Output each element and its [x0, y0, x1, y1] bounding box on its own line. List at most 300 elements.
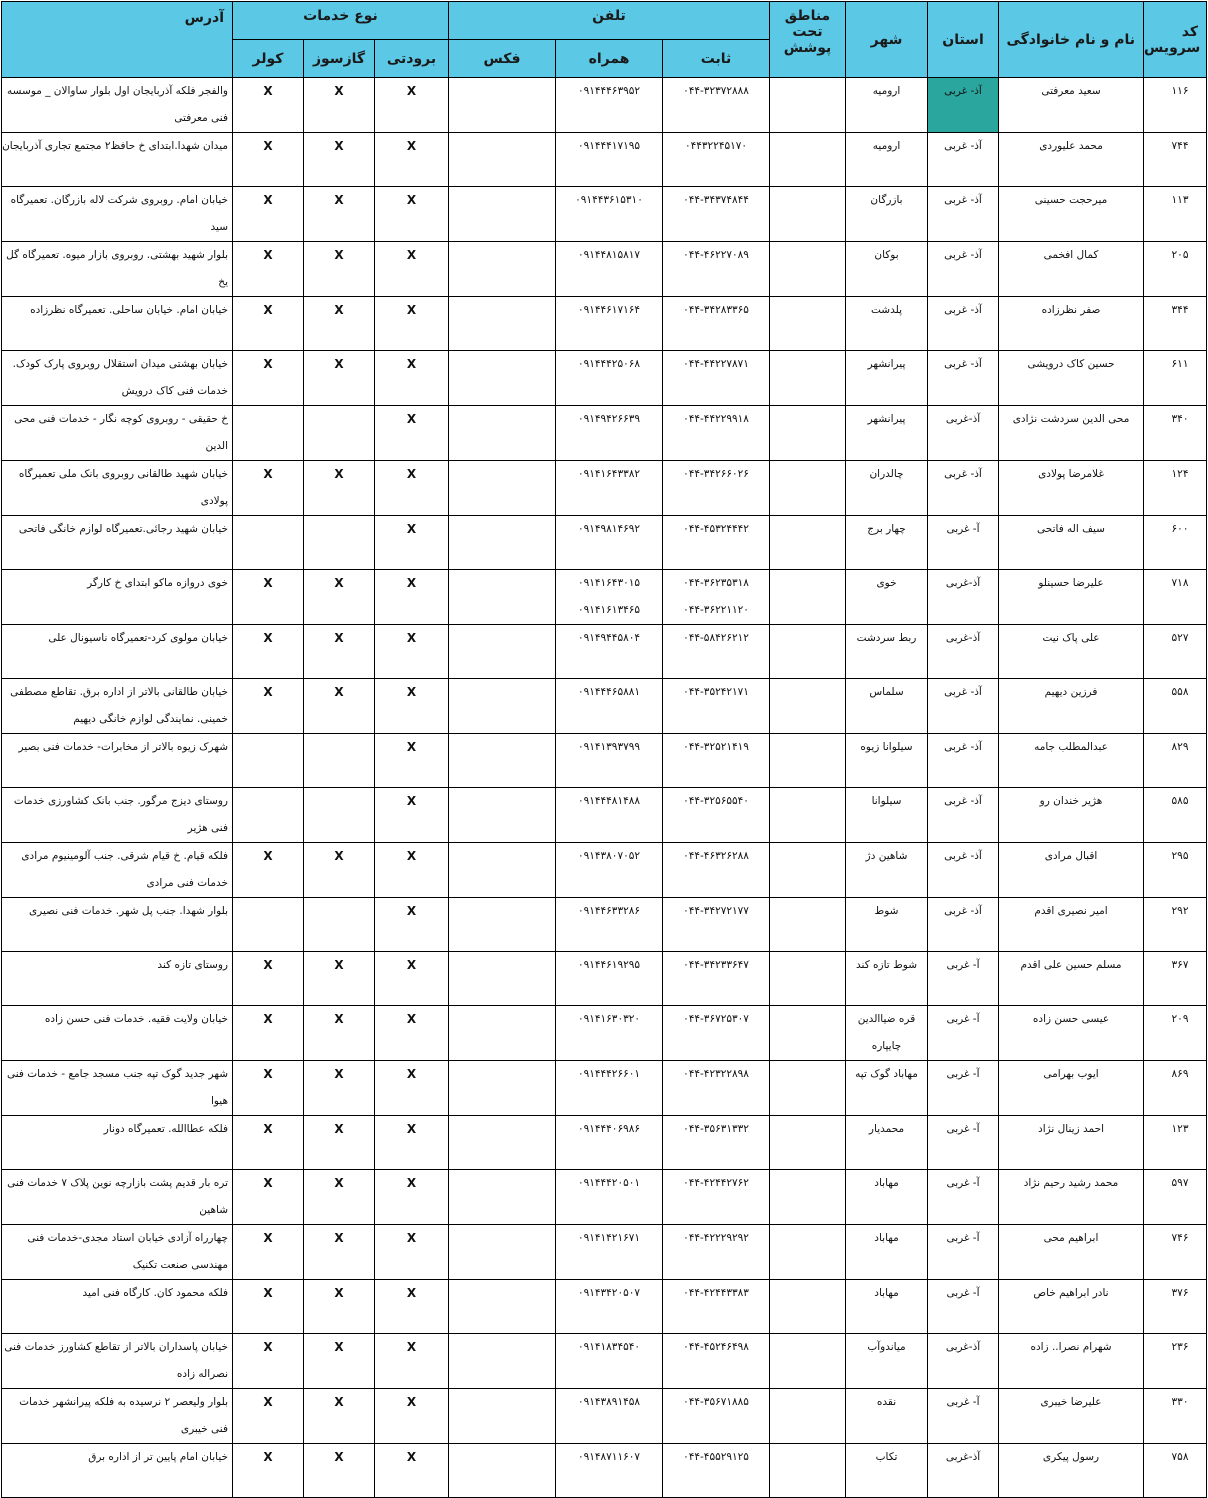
cell-address: خیابان امام پایین تر از اداره برق [2, 1444, 233, 1498]
cell-cooler: X [233, 952, 304, 1006]
cell-cooler: X [233, 1389, 304, 1444]
table-row [2, 1116, 1207, 1170]
cell-mobile: ۰۹۱۴۸۷۱۱۶۰۷ [556, 1444, 663, 1498]
cell-name: علی پاک نیت [999, 625, 1144, 679]
header-coverage: مناطق تحت پوشش [770, 2, 846, 78]
cell-city: شوط تازه کند [846, 952, 928, 1006]
cell-address: بلوار شهید بهشتی. روبروی بازار میوه. تعمیرگاه گل یخ [2, 242, 233, 297]
cell-province: آذ- غربی [928, 679, 999, 734]
cell-address: بلوار شهدا. جنب پل شهر. خدمات فنی نصیری [2, 898, 233, 952]
cell-landline: ۰۴۴۳۲۲۴۵۱۷۰ [663, 133, 770, 187]
header-mobile: همراه [556, 40, 663, 78]
cell-landline: ۰۴۴-۳۶۷۲۵۳۰۷ [663, 1006, 770, 1061]
table-row [2, 1225, 1207, 1280]
cell-heater [304, 788, 375, 843]
cell-landline: ۰۴۴-۳۶۲۳۵۳۱۸ ۰۴۴-۳۶۲۲۱۱۲۰ [663, 570, 770, 625]
cell-city: سیلوانا [846, 788, 928, 843]
cell-address: خوی دروازه ماکو ابتدای خ کارگر [2, 570, 233, 625]
cell-city: سلماس [846, 679, 928, 734]
cell-cooler: X [233, 1116, 304, 1170]
cell-cooler: X [233, 1334, 304, 1389]
cell-address: خیابان مولوی کرد-تعمیرگاه ناسیونال علی [2, 625, 233, 679]
cell-province: آذ- غربی [928, 734, 999, 788]
cell-city: پلدشت [846, 297, 928, 351]
cell-cooler: X [233, 133, 304, 187]
cell-name: کمال افخمی [999, 242, 1144, 297]
table-row [2, 516, 1207, 570]
cell-address: شهر جدید گوک تپه جنب مسجد جامع - خدمات فنی هیوا [2, 1061, 233, 1116]
cell-address: روستای تازه کند [2, 952, 233, 1006]
cell-heater: X [304, 679, 375, 734]
table-row [2, 1170, 1207, 1225]
cell-address: خیابان امام. خیابان ساحلی. تعمیرگاه نظرزاده [2, 297, 233, 351]
cell-fax [449, 625, 556, 679]
cell-mobile: ۰۹۱۴۴۸۱۵۸۱۷ [556, 242, 663, 297]
cell-city: مهاباد گوک تپه [846, 1061, 928, 1116]
cell-mobile: ۰۹۱۴۳۸۰۷۰۵۲ [556, 843, 663, 898]
cell-coverage [770, 78, 846, 133]
cell-province: آ- غربی [928, 1006, 999, 1061]
cell-city: چهار برج [846, 516, 928, 570]
table-row [2, 788, 1207, 843]
table-row [2, 133, 1207, 187]
table-row [2, 843, 1207, 898]
cell-mobile: ۰۹۱۴۱۶۳۰۳۲۰ [556, 1006, 663, 1061]
cell-fridge: X [375, 570, 449, 625]
cell-fridge: X [375, 242, 449, 297]
cell-address: خیابان بهشتی میدان استقلال روبروی پارک کودک. خدمات فنی کاک درویش [2, 351, 233, 406]
cell-code: ۱۱۳ [1144, 187, 1207, 242]
cell-cooler: X [233, 242, 304, 297]
cell-landline: ۰۴۴-۵۸۴۲۶۲۱۲ [663, 625, 770, 679]
cell-city: ربط سردشت [846, 625, 928, 679]
cell-mobile: ۰۹۱۴۴۴۶۳۹۵۲ [556, 78, 663, 133]
cell-mobile: ۰۹۱۴۴۳۶۱۵۳۱۰ [556, 187, 663, 242]
cell-coverage [770, 242, 846, 297]
cell-name: حسین کاک درویشی [999, 351, 1144, 406]
cell-coverage [770, 1280, 846, 1334]
cell-coverage [770, 1170, 846, 1225]
cell-landline: ۰۴۴-۴۶۳۲۶۲۸۸ [663, 843, 770, 898]
cell-city: تکاب [846, 1444, 928, 1498]
cell-address: خیابان شهید رجائی.تعمیرگاه لوازم خانگی فاتحی [2, 516, 233, 570]
cell-coverage [770, 351, 846, 406]
cell-cooler [233, 898, 304, 952]
cell-city: شوط [846, 898, 928, 952]
cell-coverage [770, 406, 846, 461]
cell-name: امیر نصیری اقدم [999, 898, 1144, 952]
cell-coverage [770, 625, 846, 679]
cell-province: آذ- غربی [928, 242, 999, 297]
header-phone: تلفن [449, 2, 770, 40]
cell-fax [449, 78, 556, 133]
cell-fax [449, 1006, 556, 1061]
cell-code: ۷۵۸ [1144, 1444, 1207, 1498]
cell-address: چهارراه آزادی خیابان استاد مجدی-خدمات فنی مهندسی صنعت تکنیک [2, 1225, 233, 1280]
cell-landline: ۰۴۴-۳۵۶۳۱۳۳۲ [663, 1116, 770, 1170]
cell-province: آذ- غربی [928, 843, 999, 898]
cell-fridge: X [375, 1061, 449, 1116]
table-row [2, 1280, 1207, 1334]
cell-fridge: X [375, 788, 449, 843]
cell-code: ۳۴۰ [1144, 406, 1207, 461]
cell-coverage [770, 1389, 846, 1444]
table-row [2, 1444, 1207, 1498]
cell-coverage [770, 734, 846, 788]
cell-city: مهاباد [846, 1170, 928, 1225]
header-fridge: برودتی [375, 40, 449, 78]
cell-landline: ۰۴۴-۳۴۳۷۴۸۴۴ [663, 187, 770, 242]
header-landline: ثابت [663, 40, 770, 78]
cell-address: بلوار ولیعصر ۲ نرسیده به فلکه پیرانشهر خدمات فنی خیبری [2, 1389, 233, 1444]
cell-name: غلامرضا پولادی [999, 461, 1144, 516]
cell-cooler: X [233, 461, 304, 516]
cell-heater: X [304, 1061, 375, 1116]
cell-address: خیابان طالقانی بالاتر از اداره برق. تقاطع مصطفی خمینی. نمایندگی لوازم خانگی دیهیم [2, 679, 233, 734]
cell-heater: X [304, 133, 375, 187]
cell-landline: ۰۴۴-۳۴۲۷۲۱۷۷ [663, 898, 770, 952]
cell-name: علیرضا حسینلو [999, 570, 1144, 625]
cell-city: محمدیار [846, 1116, 928, 1170]
cell-name: میرحجت حسینی [999, 187, 1144, 242]
cell-province: آذ- غربی [928, 187, 999, 242]
cell-address: روستای دیزج مرگور. جنب بانک کشاورزی خدمات فنی هژیر [2, 788, 233, 843]
cell-fridge: X [375, 461, 449, 516]
cell-fax [449, 843, 556, 898]
table-header [2, 2, 1207, 78]
cell-city: بازرگان [846, 187, 928, 242]
cell-code: ۱۲۴ [1144, 461, 1207, 516]
cell-fax [449, 1389, 556, 1444]
cell-coverage [770, 952, 846, 1006]
cell-fax [449, 516, 556, 570]
cell-heater: X [304, 570, 375, 625]
cell-code: ۱۲۳ [1144, 1116, 1207, 1170]
table-row [2, 1334, 1207, 1389]
header-services: نوع خدمات [233, 2, 449, 40]
cell-coverage [770, 1006, 846, 1061]
cell-code: ۵۲۷ [1144, 625, 1207, 679]
cell-province: آذ-غربی [928, 625, 999, 679]
cell-fridge: X [375, 351, 449, 406]
cell-name: عبدالمطلب جامه [999, 734, 1144, 788]
cell-fridge: X [375, 1116, 449, 1170]
header-code: کد سرویس [1144, 2, 1207, 78]
cell-city: پیرانشهر [846, 351, 928, 406]
cell-province: آذ- غربی [928, 898, 999, 952]
cell-coverage [770, 1061, 846, 1116]
cell-name: صفر نظرزاده [999, 297, 1144, 351]
cell-cooler: X [233, 570, 304, 625]
cell-landline: ۰۴۴-۴۲۴۴۳۳۸۳ [663, 1280, 770, 1334]
cell-fax [449, 133, 556, 187]
cell-landline: ۰۴۴-۴۵۳۲۴۴۴۲ [663, 516, 770, 570]
cell-coverage [770, 133, 846, 187]
cell-name: شهرام نصرا.. زاده [999, 1334, 1144, 1389]
cell-fridge: X [375, 1225, 449, 1280]
cell-fridge: X [375, 297, 449, 351]
cell-fax [449, 187, 556, 242]
cell-cooler: X [233, 187, 304, 242]
cell-fax [449, 570, 556, 625]
cell-fax [449, 297, 556, 351]
cell-landline: ۰۴۴-۳۲۳۷۲۸۸۸ [663, 78, 770, 133]
cell-province: آ- غربی [928, 516, 999, 570]
cell-heater: X [304, 843, 375, 898]
cell-mobile: ۰۹۱۴۴۶۳۳۲۸۶ [556, 898, 663, 952]
cell-fax [449, 1444, 556, 1498]
cell-mobile: ۰۹۱۴۴۴۲۶۶۰۱ [556, 1061, 663, 1116]
cell-code: ۳۳۰ [1144, 1389, 1207, 1444]
cell-province: آ- غربی [928, 1225, 999, 1280]
table-body [2, 78, 1207, 1498]
cell-province: آذ-غربی [928, 570, 999, 625]
cell-fax [449, 679, 556, 734]
cell-landline: ۰۴۴-۳۴۲۶۶۰۲۶ [663, 461, 770, 516]
cell-cooler: X [233, 351, 304, 406]
cell-province: آذ- غربی [928, 788, 999, 843]
cell-mobile: ۰۹۱۴۴۴۱۷۱۹۵ [556, 133, 663, 187]
cell-fax [449, 351, 556, 406]
cell-code: ۱۱۶ [1144, 78, 1207, 133]
cell-province: آ- غربی [928, 1280, 999, 1334]
table-row [2, 679, 1207, 734]
cell-heater [304, 734, 375, 788]
cell-name: رسول پیکری [999, 1444, 1144, 1498]
cell-mobile: ۰۹۱۴۴۶۱۷۱۶۴ [556, 297, 663, 351]
cell-cooler [233, 406, 304, 461]
cell-heater: X [304, 625, 375, 679]
cell-cooler: X [233, 1444, 304, 1498]
table-row [2, 898, 1207, 952]
cell-mobile: ۰۹۱۴۴۴۶۵۸۸۱ [556, 679, 663, 734]
cell-province: آذ-غربی [928, 1334, 999, 1389]
header-city: شهر [846, 2, 928, 78]
table-row [2, 952, 1207, 1006]
cell-address: تره بار قدیم پشت بازارچه نوین پلاک ۷ خدمات فنی شاهین [2, 1170, 233, 1225]
cell-fridge: X [375, 734, 449, 788]
cell-mobile: ۰۹۱۴۴۶۱۹۲۹۵ [556, 952, 663, 1006]
cell-province: آذ- غربی [928, 461, 999, 516]
cell-mobile: ۰۹۱۴۹۸۱۴۶۹۲ [556, 516, 663, 570]
cell-name: ایوب بهرامی [999, 1061, 1144, 1116]
cell-name: محمد علیوردی [999, 133, 1144, 187]
cell-city: مهاباد [846, 1280, 928, 1334]
table-row [2, 625, 1207, 679]
cell-city: ارومیه [846, 78, 928, 133]
cell-cooler: X [233, 1280, 304, 1334]
cell-fax [449, 1334, 556, 1389]
cell-fridge: X [375, 133, 449, 187]
cell-landline: ۰۴۴-۳۲۵۶۵۵۴۰ [663, 788, 770, 843]
cell-mobile: ۰۹۱۴۱۴۲۱۶۷۱ [556, 1225, 663, 1280]
cell-fax [449, 952, 556, 1006]
cell-heater: X [304, 1170, 375, 1225]
cell-landline: ۰۴۴-۴۵۵۲۹۱۲۵ [663, 1444, 770, 1498]
cell-landline: ۰۴۴-۳۲۵۲۱۴۱۹ [663, 734, 770, 788]
cell-landline: ۰۴۴-۳۴۲۸۳۳۶۵ [663, 297, 770, 351]
table-row [2, 461, 1207, 516]
cell-code: ۳۶۷ [1144, 952, 1207, 1006]
cell-cooler: X [233, 1170, 304, 1225]
cell-heater: X [304, 1225, 375, 1280]
cell-name: سعید معرفتی [999, 78, 1144, 133]
cell-coverage [770, 461, 846, 516]
cell-province: آذ- غربی [928, 297, 999, 351]
cell-heater [304, 406, 375, 461]
table-row [2, 406, 1207, 461]
cell-code: ۲۳۶ [1144, 1334, 1207, 1389]
cell-province: آ- غربی [928, 1061, 999, 1116]
cell-cooler: X [233, 625, 304, 679]
cell-coverage [770, 898, 846, 952]
cell-code: ۶۰۰ [1144, 516, 1207, 570]
cell-fax [449, 898, 556, 952]
cell-fax [449, 1225, 556, 1280]
cell-address: خیابان ولایت فقیه. خدمات فنی حسن زاده [2, 1006, 233, 1061]
cell-heater: X [304, 1006, 375, 1061]
cell-fridge: X [375, 1444, 449, 1498]
table-row [2, 297, 1207, 351]
cell-fridge: X [375, 78, 449, 133]
cell-name: ابراهیم محی [999, 1225, 1144, 1280]
cell-fridge: X [375, 516, 449, 570]
cell-mobile: ۰۹۱۴۹۴۲۶۶۳۹ [556, 406, 663, 461]
cell-heater [304, 516, 375, 570]
cell-province: آ- غربی [928, 1116, 999, 1170]
cell-address: فلکه محمود کان. کارگاه فنی امید [2, 1280, 233, 1334]
cell-landline: ۰۴۴-۴۶۲۲۷۰۸۹ [663, 242, 770, 297]
cell-code: ۷۴۴ [1144, 133, 1207, 187]
cell-city: نقده [846, 1389, 928, 1444]
cell-cooler: X [233, 78, 304, 133]
cell-code: ۶۱۱ [1144, 351, 1207, 406]
table-row [2, 242, 1207, 297]
table-row [2, 1006, 1207, 1061]
cell-name: سیف اله فاتحی [999, 516, 1144, 570]
header-fax: فکس [449, 40, 556, 78]
cell-city: چالدران [846, 461, 928, 516]
header-heater: گازسوز [304, 40, 375, 78]
cell-name: علیرضا خیبری [999, 1389, 1144, 1444]
cell-landline: ۰۴۴-۴۴۲۲۷۸۷۱ [663, 351, 770, 406]
cell-address: والفجر فلکه آذربایجان اول بلوار ساوالان _ موسسه فنی معرفتی [2, 78, 233, 133]
cell-fax [449, 242, 556, 297]
cell-fridge: X [375, 1389, 449, 1444]
cell-heater: X [304, 297, 375, 351]
cell-landline: ۰۴۴-۴۴۲۲۹۹۱۸ [663, 406, 770, 461]
cell-cooler [233, 516, 304, 570]
cell-fridge: X [375, 625, 449, 679]
cell-city: سیلوانا زیوه [846, 734, 928, 788]
cell-city: قره ضیاالدین چایپاره [846, 1006, 928, 1061]
cell-fridge: X [375, 952, 449, 1006]
cell-code: ۲۰۹ [1144, 1006, 1207, 1061]
cell-fax [449, 406, 556, 461]
cell-name: محی الدین سردشت نژادی [999, 406, 1144, 461]
cell-address: میدان شهدا.ابتدای خ حافظ۲ مجتمع تجاری آذربایجان [2, 133, 233, 187]
cell-mobile: ۰۹۱۴۳۸۹۱۴۵۸ [556, 1389, 663, 1444]
cell-code: ۲۰۵ [1144, 242, 1207, 297]
cell-landline: ۰۴۴-۴۲۳۲۲۸۹۸ [663, 1061, 770, 1116]
cell-address: خیابان امام. روبروی شرکت لاله بازرگان. تعمیرگاه سید [2, 187, 233, 242]
cell-mobile: ۰۹۱۴۱۸۳۴۵۴۰ [556, 1334, 663, 1389]
cell-coverage [770, 1334, 846, 1389]
cell-fax [449, 788, 556, 843]
cell-coverage [770, 297, 846, 351]
header-province: استان [928, 2, 999, 78]
table-row [2, 78, 1207, 133]
cell-province: آذ-غربی [928, 1444, 999, 1498]
cell-coverage [770, 1116, 846, 1170]
cell-coverage [770, 788, 846, 843]
cell-cooler: X [233, 843, 304, 898]
cell-mobile: ۰۹۱۴۴۴۲۵۰۶۸ [556, 351, 663, 406]
cell-coverage [770, 516, 846, 570]
cell-city: بوکان [846, 242, 928, 297]
cell-mobile: ۰۹۱۴۳۴۲۰۵۰۷ [556, 1280, 663, 1334]
cell-province: آذ- غربی [928, 78, 999, 133]
cell-cooler [233, 734, 304, 788]
cell-fax [449, 734, 556, 788]
cell-cooler: X [233, 1225, 304, 1280]
cell-fridge: X [375, 1006, 449, 1061]
cell-heater: X [304, 1389, 375, 1444]
cell-fridge: X [375, 1334, 449, 1389]
cell-name: اقبال مرادی [999, 843, 1144, 898]
service-agents-table [1, 1, 1207, 1498]
cell-city: پیرانشهر [846, 406, 928, 461]
cell-city: خوی [846, 570, 928, 625]
cell-cooler: X [233, 1006, 304, 1061]
cell-province: آ- غربی [928, 1389, 999, 1444]
cell-heater: X [304, 1280, 375, 1334]
cell-fax [449, 461, 556, 516]
cell-code: ۲۹۵ [1144, 843, 1207, 898]
cell-mobile: ۰۹۱۴۴۴۲۰۵۰۱ [556, 1170, 663, 1225]
cell-name: هژیر خندان رو [999, 788, 1144, 843]
cell-heater: X [304, 461, 375, 516]
cell-cooler: X [233, 297, 304, 351]
cell-coverage [770, 187, 846, 242]
cell-province: آذ- غربی [928, 351, 999, 406]
cell-province: آذ-غربی [928, 406, 999, 461]
cell-fridge: X [375, 843, 449, 898]
cell-code: ۷۴۶ [1144, 1225, 1207, 1280]
cell-heater [304, 898, 375, 952]
cell-city: شاهین دژ [846, 843, 928, 898]
cell-landline: ۰۴۴-۴۵۲۴۶۴۹۸ [663, 1334, 770, 1389]
cell-coverage [770, 570, 846, 625]
cell-province: آ- غربی [928, 1170, 999, 1225]
cell-name: مسلم حسین علی اقدم [999, 952, 1144, 1006]
cell-name: فرزین دیهیم [999, 679, 1144, 734]
cell-cooler: X [233, 679, 304, 734]
cell-code: ۸۲۹ [1144, 734, 1207, 788]
cell-mobile: ۰۹۱۴۴۴۰۶۹۸۶ [556, 1116, 663, 1170]
cell-city: میاندوآب [846, 1334, 928, 1389]
cell-coverage [770, 843, 846, 898]
cell-heater: X [304, 242, 375, 297]
cell-cooler [233, 788, 304, 843]
cell-fax [449, 1170, 556, 1225]
cell-fridge: X [375, 679, 449, 734]
cell-fridge: X [375, 1280, 449, 1334]
cell-mobile: ۰۹۱۴۱۳۹۳۷۹۹ [556, 734, 663, 788]
table-row [2, 351, 1207, 406]
cell-address: خیابان پاسداران بالاتر از تقاطع کشاورز خدمات فنی نصراله زاده [2, 1334, 233, 1389]
cell-heater: X [304, 952, 375, 1006]
